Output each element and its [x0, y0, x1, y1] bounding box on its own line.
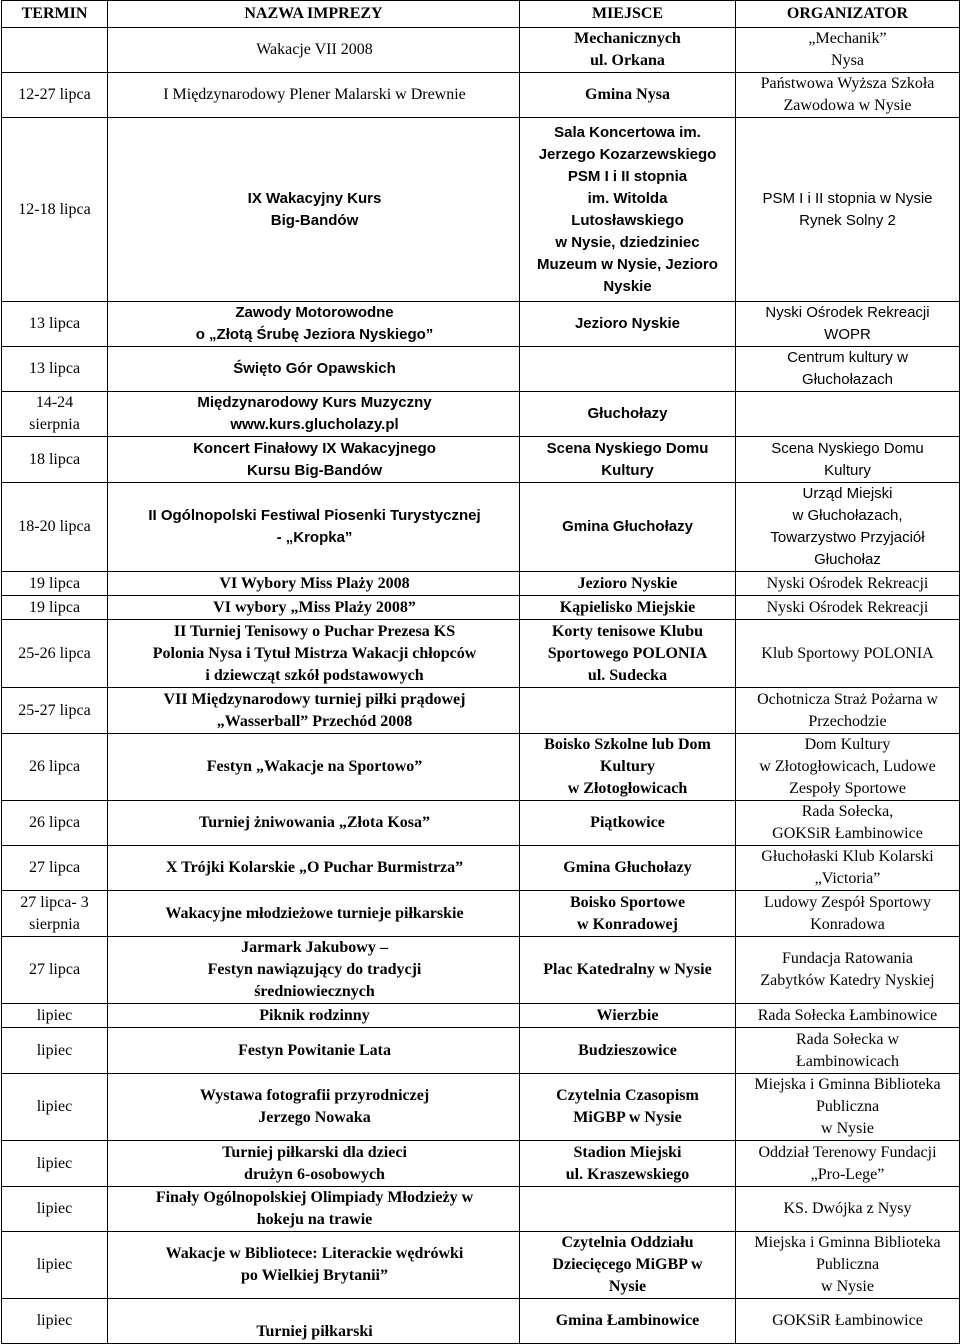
cell-organizator — [736, 392, 960, 437]
cell-nazwa: Wakacje VII 2008 — [108, 28, 520, 73]
cell-miejsce: Korty tenisowe Klubu Sportowego POLONIA ul. Sudecka — [520, 620, 736, 688]
header-row — [2, 1, 960, 28]
cell-termin: 13 lipca — [2, 347, 108, 392]
cell-miejsce: Boisko Sportowe w Konradowej — [520, 891, 736, 937]
table-row — [2, 392, 960, 437]
cell-termin: 19 lipca — [2, 596, 108, 620]
cell-termin: 12-27 lipca — [2, 73, 108, 118]
cell-organizator: Klub Sportowy POLONIA — [736, 620, 960, 688]
cell-termin — [2, 28, 108, 73]
cell-termin: 26 lipca — [2, 801, 108, 846]
cell-nazwa: Święto Gór Opawskich — [108, 347, 520, 392]
cell-termin: lipiec — [2, 1232, 108, 1299]
cell-miejsce: Czytelnia Oddziału Dziecięcego MiGBP w Nysie — [520, 1232, 736, 1299]
cell-termin: 14-24 sierpnia — [2, 392, 108, 437]
table-row — [2, 1232, 960, 1299]
cell-nazwa: Jarmark Jakubowy – Festyn nawiązujący do tradycji średniowiecznych — [108, 937, 520, 1004]
table-row — [2, 846, 960, 891]
cell-organizator: Ludowy Zespół Sportowy Konradowa — [736, 891, 960, 937]
cell-termin: lipiec — [2, 1299, 108, 1344]
cell-nazwa: Wakacje w Bibliotece: Literackie wędrówki po Wielkiej Brytanii” — [108, 1232, 520, 1299]
cell-nazwa: Wakacyjne młodzieżowe turnieje piłkarskie — [108, 891, 520, 937]
cell-organizator: Miejska i Gminna Biblioteka Publiczna w Nysie — [736, 1074, 960, 1141]
cell-organizator: Rada Sołecka Łambinowice — [736, 1004, 960, 1028]
table-row — [2, 596, 960, 620]
cell-organizator: GOKSiR Łambinowice — [736, 1299, 960, 1344]
cell-organizator: Rada Sołecka w Łambinowicach — [736, 1028, 960, 1074]
cell-termin: 19 lipca — [2, 572, 108, 596]
cell-organizator: Nyski Ośrodek Rekreacji WOPR — [736, 302, 960, 347]
cell-organizator: Urząd Miejski w Głuchołazach, Towarzystwo Przyjaciół Głuchołaz — [736, 483, 960, 572]
table-row — [2, 1028, 960, 1074]
cell-termin: 18 lipca — [2, 437, 108, 483]
cell-miejsce: Czytelnia Czasopism MiGBP w Nysie — [520, 1074, 736, 1141]
table-row — [2, 1141, 960, 1187]
cell-nazwa: Turniej piłkarski — [108, 1299, 520, 1344]
cell-termin: 12-18 lipca — [2, 118, 108, 302]
cell-nazwa: II Turniej Tenisowy o Puchar Prezesa KS Polonia Nysa i Tytuł Mistrza Wakacji chłopców i dziewcząt szkół podstawowych — [108, 620, 520, 688]
cell-miejsce — [520, 1187, 736, 1232]
cell-termin: 18-20 lipca — [2, 483, 108, 572]
cell-miejsce: Piątkowice — [520, 801, 736, 846]
table-header — [2, 1, 960, 28]
cell-miejsce: Mechanicznych ul. Orkana — [520, 28, 736, 73]
cell-miejsce: Gmina Łambinowice — [520, 1299, 736, 1344]
cell-nazwa: VII Międzynarodowy turniej piłki prądowej „Wasserball” Przechód 2008 — [108, 688, 520, 734]
cell-termin: 26 lipca — [2, 734, 108, 801]
cell-miejsce: Jezioro Nyskie — [520, 572, 736, 596]
cell-nazwa: Turniej żniwowania „Złota Kosa” — [108, 801, 520, 846]
cell-termin: 25-27 lipca — [2, 688, 108, 734]
header-miejsce: MIEJSCE — [520, 1, 736, 28]
cell-nazwa: Festyn Powitanie Lata — [108, 1028, 520, 1074]
cell-termin: 27 lipca- 3 sierpnia — [2, 891, 108, 937]
table-row — [2, 801, 960, 846]
table-row — [2, 28, 960, 73]
cell-miejsce: Gmina Nysa — [520, 73, 736, 118]
table-row — [2, 620, 960, 688]
cell-miejsce: Głuchołazy — [520, 392, 736, 437]
cell-termin: lipiec — [2, 1141, 108, 1187]
cell-miejsce: Scena Nyskiego Domu Kultury — [520, 437, 736, 483]
cell-organizator: Nyski Ośrodek Rekreacji — [736, 572, 960, 596]
cell-termin: 13 lipca — [2, 302, 108, 347]
events-table — [1, 0, 960, 1344]
cell-miejsce: Boisko Szkolne lub Dom Kultury w Złotogłowicach — [520, 734, 736, 801]
cell-organizator: Scena Nyskiego Domu Kultury — [736, 437, 960, 483]
header-nazwa-imprezy: NAZWA IMPREZY — [108, 1, 520, 28]
table-row — [2, 891, 960, 937]
cell-nazwa: Koncert Finałowy IX Wakacyjnego Kursu Big-Bandów — [108, 437, 520, 483]
cell-organizator: Oddział Terenowy Fundacji „Pro-Lege” — [736, 1141, 960, 1187]
table-row — [2, 1299, 960, 1344]
cell-organizator: Nyski Ośrodek Rekreacji — [736, 596, 960, 620]
cell-nazwa: I Międzynarodowy Plener Malarski w Drewnie — [108, 73, 520, 118]
table-row — [2, 437, 960, 483]
cell-organizator: Rada Sołecka, GOKSiR Łambinowice — [736, 801, 960, 846]
cell-nazwa: II Ogólnopolski Festiwal Piosenki Turystycznej - „Kropka” — [108, 483, 520, 572]
header-organizator: ORGANIZATOR — [736, 1, 960, 28]
table-row — [2, 73, 960, 118]
table-row — [2, 1074, 960, 1141]
cell-miejsce: Stadion Miejski ul. Kraszewskiego — [520, 1141, 736, 1187]
table-row — [2, 572, 960, 596]
cell-miejsce: Jezioro Nyskie — [520, 302, 736, 347]
cell-organizator: Fundacja Ratowania Zabytków Katedry Nyskiej — [736, 937, 960, 1004]
cell-termin: 27 lipca — [2, 937, 108, 1004]
cell-nazwa: IX Wakacyjny Kurs Big-Bandów — [108, 118, 520, 302]
cell-nazwa: X Trójki Kolarskie „O Puchar Burmistrza” — [108, 846, 520, 891]
cell-miejsce: Plac Katedralny w Nysie — [520, 937, 736, 1004]
cell-miejsce: Gmina Głuchołazy — [520, 846, 736, 891]
table-row — [2, 347, 960, 392]
cell-nazwa: Piknik rodzinny — [108, 1004, 520, 1028]
cell-organizator: Centrum kultury w Głuchołazach — [736, 347, 960, 392]
table-row — [2, 118, 960, 302]
cell-miejsce: Kąpielisko Miejskie — [520, 596, 736, 620]
cell-miejsce: Wierzbie — [520, 1004, 736, 1028]
cell-nazwa: VI Wybory Miss Plaży 2008 — [108, 572, 520, 596]
table-row — [2, 688, 960, 734]
cell-nazwa: Finały Ogólnopolskiej Olimpiady Młodzieży w hokeju na trawie — [108, 1187, 520, 1232]
cell-organizator: Dom Kultury w Złotogłowicach, Ludowe Zespoły Sportowe — [736, 734, 960, 801]
cell-miejsce: Budzieszowice — [520, 1028, 736, 1074]
cell-nazwa: Zawody Motorowodne o „Złotą Śrubę Jeziora Nyskiego” — [108, 302, 520, 347]
cell-organizator: PSM I i II stopnia w Nysie Rynek Solny 2 — [736, 118, 960, 302]
cell-organizator: Ochotnicza Straż Pożarna w Przechodzie — [736, 688, 960, 734]
table-row — [2, 302, 960, 347]
cell-miejsce: Sala Koncertowa im. Jerzego Kozarzewskiego PSM I i II stopnia im. Witolda Lutosławskiego w Nysie, dziedziniec Muzeum w Nysie, Jezioro Nyskie — [520, 118, 736, 302]
cell-organizator: Głuchołaski Klub Kolarski „Victoria” — [736, 846, 960, 891]
cell-organizator: „Mechanik” Nysa — [736, 28, 960, 73]
table-body — [2, 28, 960, 1344]
table-row — [2, 734, 960, 801]
cell-nazwa: Festyn „Wakacje na Sportowo” — [108, 734, 520, 801]
cell-termin: 25-26 lipca — [2, 620, 108, 688]
cell-organizator: Państwowa Wyższa Szkoła Zawodowa w Nysie — [736, 73, 960, 118]
cell-miejsce — [520, 688, 736, 734]
cell-nazwa: Międzynarodowy Kurs Muzyczny www.kurs.glucholazy.pl — [108, 392, 520, 437]
table-row — [2, 1004, 960, 1028]
cell-termin: lipiec — [2, 1074, 108, 1141]
cell-termin: lipiec — [2, 1004, 108, 1028]
cell-termin: 27 lipca — [2, 846, 108, 891]
table-row — [2, 483, 960, 572]
cell-organizator: Miejska i Gminna Biblioteka Publiczna w Nysie — [736, 1232, 960, 1299]
cell-miejsce — [520, 347, 736, 392]
cell-miejsce: Gmina Głuchołazy — [520, 483, 736, 572]
table-row — [2, 937, 960, 1004]
cell-organizator: KS. Dwójka z Nysy — [736, 1187, 960, 1232]
cell-nazwa: Wystawa fotografii przyrodniczej Jerzego Nowaka — [108, 1074, 520, 1141]
cell-termin: lipiec — [2, 1187, 108, 1232]
cell-nazwa: VI wybory „Miss Plaży 2008” — [108, 596, 520, 620]
cell-nazwa: Turniej piłkarski dla dzieci drużyn 6-osobowych — [108, 1141, 520, 1187]
header-termin: TERMIN — [2, 1, 108, 28]
table-row — [2, 1187, 960, 1232]
cell-termin: lipiec — [2, 1028, 108, 1074]
